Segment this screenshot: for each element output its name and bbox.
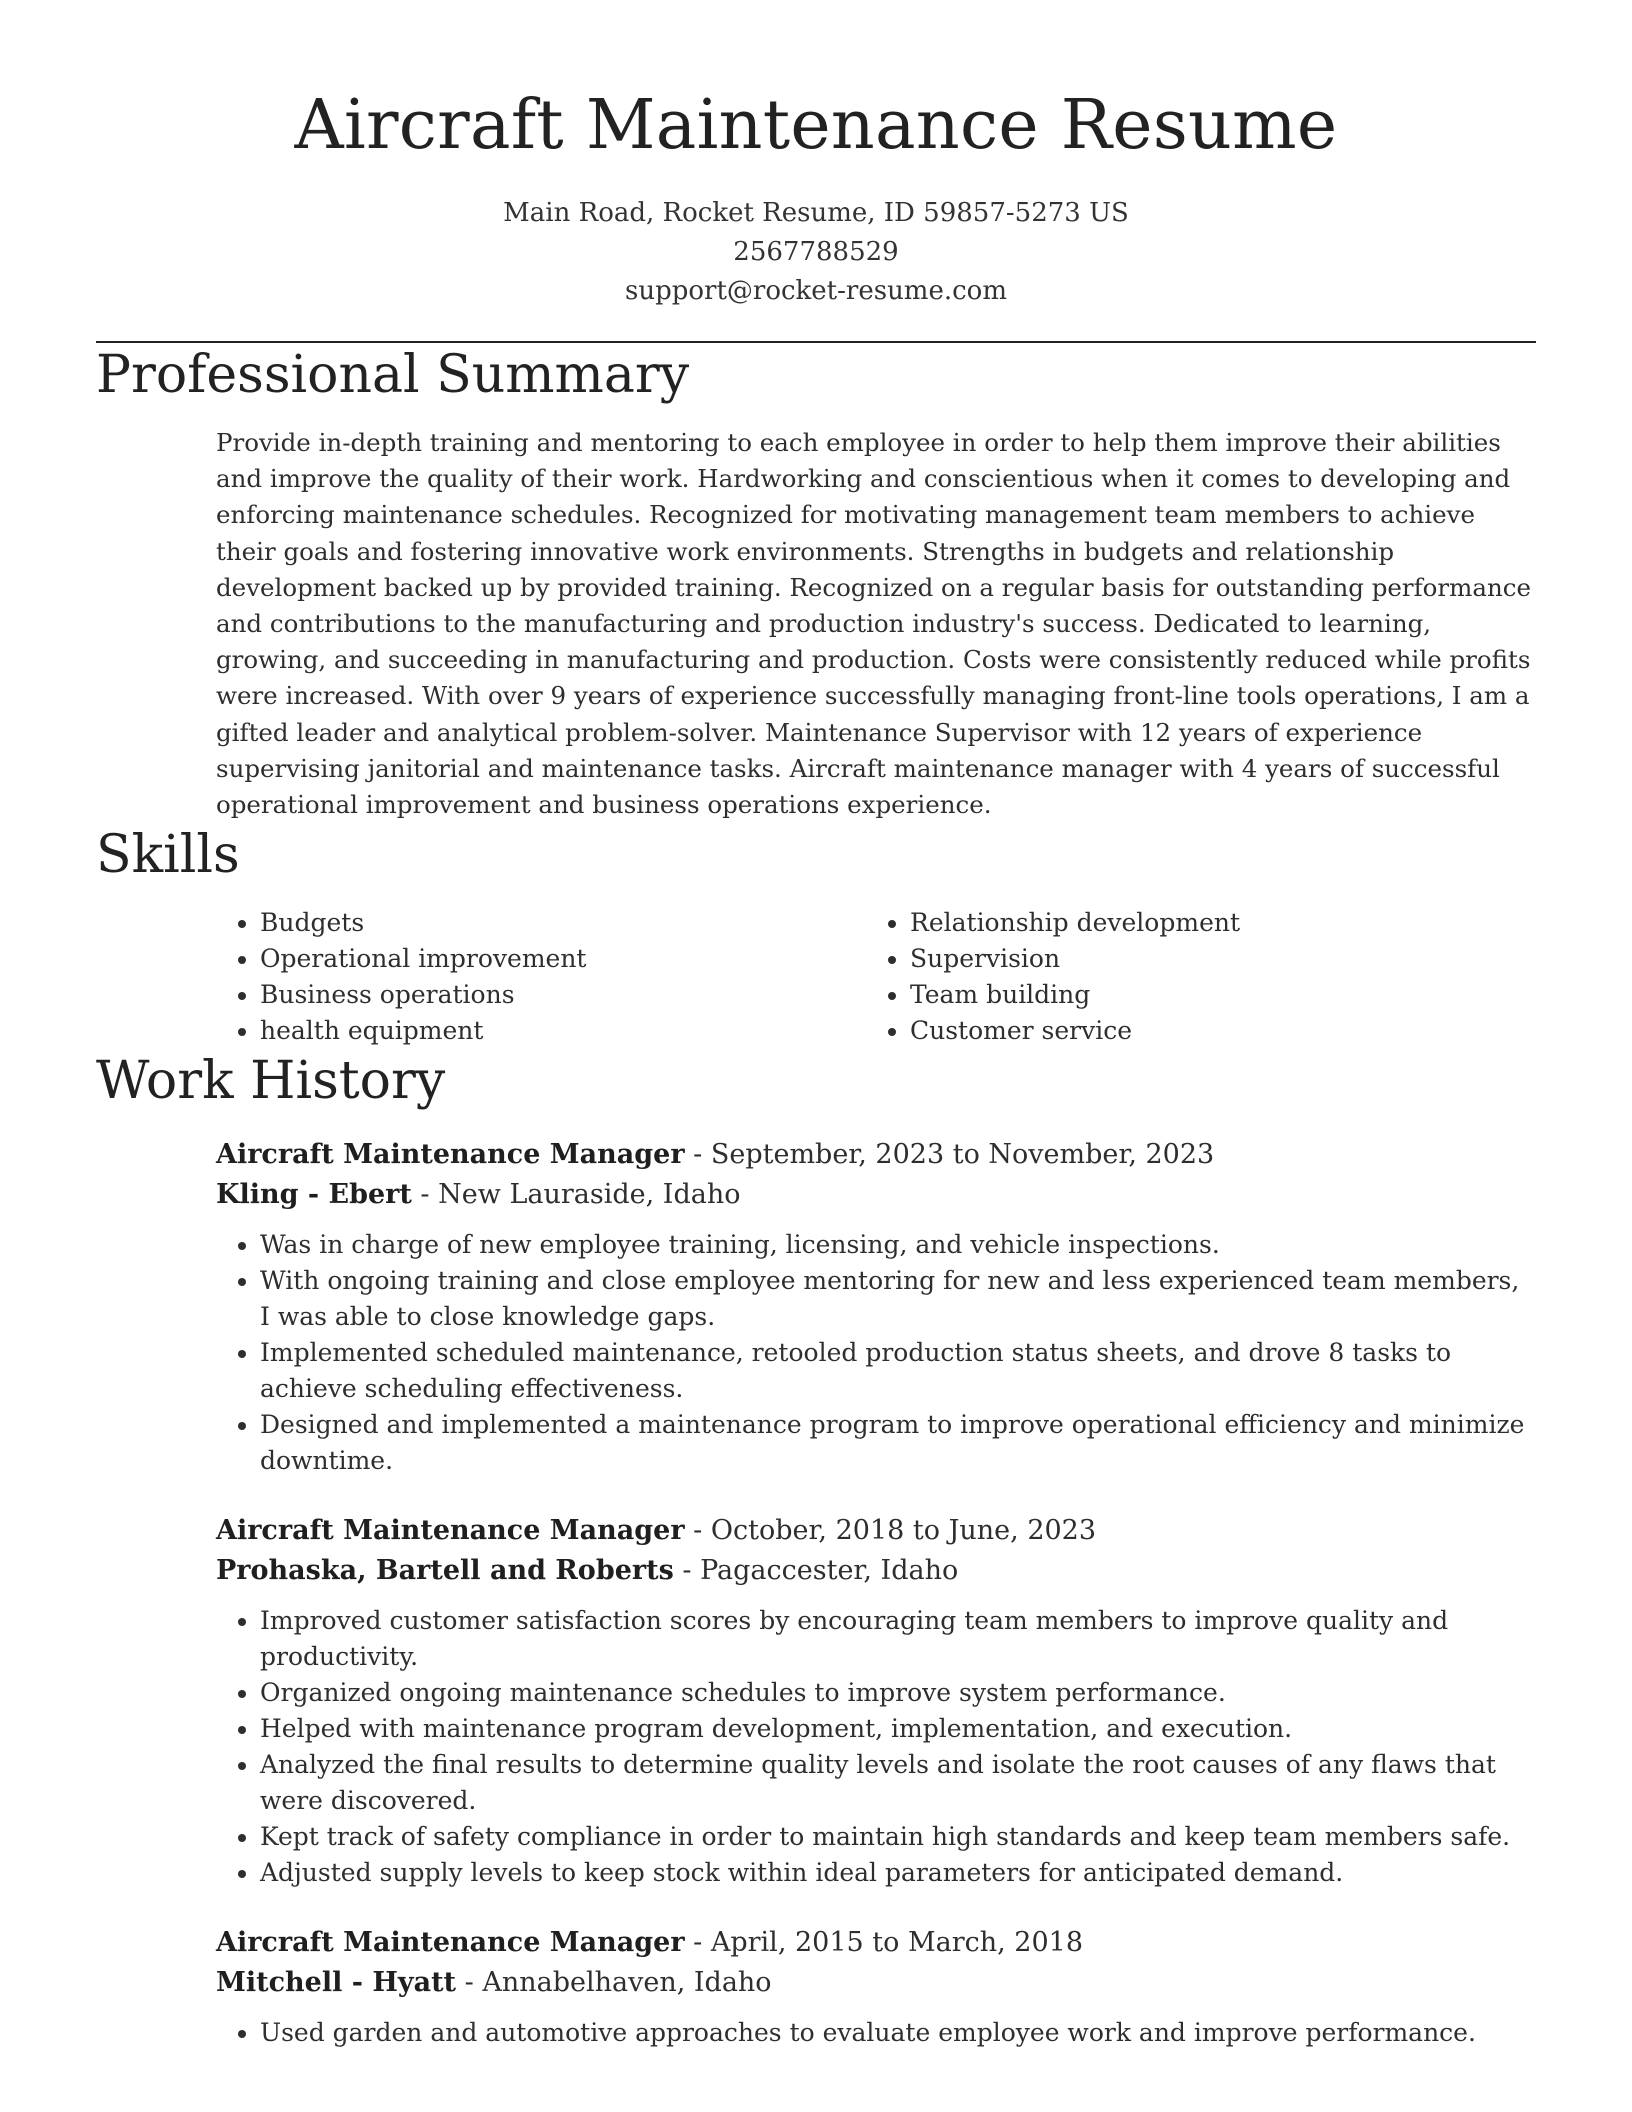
- job-company-line: [216, 1551, 1536, 1591]
- job-location: Annabelhaven, Idaho: [482, 1967, 772, 1999]
- skills-grid: [216, 905, 1536, 1049]
- job-bullet: • Analyzed the final results to determine quality levels and isolate the root causes of any flaws that were discovered.: [260, 1747, 1536, 1819]
- separator: -: [684, 1927, 711, 1959]
- job-bullets: [216, 1603, 1536, 1891]
- work-history-section: [96, 1049, 1536, 2051]
- job-company-line: [216, 1175, 1536, 1215]
- job-role: Aircraft Maintenance Manager: [216, 1515, 685, 1547]
- job-bullet: • Was in charge of new employee training, licensing, and vehicle inspections.: [260, 1227, 1536, 1263]
- skill-item: • health equipment: [260, 1013, 866, 1049]
- job-bullet: • Improved customer satisfaction scores by encouraging team members to improve quality and productivity.: [260, 1603, 1536, 1675]
- job-bullet: • Used garden and automotive approaches to evaluate employee work and improve performance.: [260, 2015, 1536, 2051]
- phone: 2567788529: [733, 237, 899, 267]
- job-location: Pagaccester, Idaho: [700, 1555, 959, 1587]
- job-company: Mitchell - Hyatt: [216, 1967, 457, 1999]
- job-entry: [216, 1923, 1536, 2051]
- job-company-line: [216, 1963, 1536, 2003]
- separator: -: [673, 1555, 701, 1587]
- job-dates: April, 2015 to March, 2018: [710, 1927, 1084, 1959]
- job-role: Aircraft Maintenance Manager: [216, 1927, 685, 1959]
- skills-heading: Skills: [96, 825, 240, 886]
- job-entry: [216, 1511, 1536, 1891]
- separator: -: [411, 1179, 439, 1211]
- skill-item: • Customer service: [910, 1013, 1516, 1049]
- job-bullets: [216, 1227, 1536, 1479]
- job-entry: [216, 1135, 1536, 1479]
- job-dates: October, 2018 to June, 2023: [710, 1515, 1097, 1547]
- job-bullet: • Implemented scheduled maintenance, retooled production status sheets, and drove 8 tasks to achieve scheduling effectiveness.: [260, 1335, 1536, 1407]
- job-bullet: • Organized ongoing maintenance schedules to improve system performance.: [260, 1675, 1536, 1711]
- email: support@rocket-resume.com: [624, 276, 1007, 306]
- separator: -: [684, 1515, 711, 1547]
- separator: -: [456, 1967, 483, 1999]
- resume-title: Aircraft Maintenance Resume: [294, 86, 1338, 165]
- skills-section: [96, 823, 1536, 1049]
- summary-heading: Professional Summary: [96, 345, 690, 405]
- job-bullet: • Helped with maintenance program development, implementation, and execution.: [260, 1711, 1536, 1747]
- skill-item: • Supervision: [910, 941, 1516, 977]
- job-title-line: [216, 1923, 1536, 1963]
- job-bullet: • Kept track of safety compliance in order to maintain high standards and keep team members safe.: [260, 1819, 1536, 1855]
- work-history-heading: Work History: [96, 1051, 446, 1112]
- skill-item: • Team building: [910, 977, 1516, 1013]
- job-dates: September, 2023 to November, 2023: [710, 1139, 1215, 1171]
- job-title-line: [216, 1511, 1536, 1551]
- separator: -: [684, 1139, 711, 1171]
- address: Main Road, Rocket Resume, ID 59857-5273 US: [503, 198, 1129, 228]
- job-bullet: • Designed and implemented a maintenance program to improve operational efficiency and minimize downtime.: [260, 1407, 1536, 1479]
- skills-column-left: [216, 905, 866, 1049]
- skill-item: • Budgets: [260, 905, 866, 941]
- job-bullets: [216, 2015, 1536, 2051]
- summary-section: [96, 343, 1536, 823]
- job-location: New Lauraside, Idaho: [438, 1179, 741, 1211]
- skills-column-right: [866, 905, 1516, 1049]
- job-company: Kling - Ebert: [216, 1179, 412, 1211]
- job-role: Aircraft Maintenance Manager: [216, 1139, 685, 1171]
- skill-item: • Business operations: [260, 977, 866, 1013]
- job-company: Prohaska, Bartell and Roberts: [216, 1555, 674, 1587]
- job-bullet: • Adjusted supply levels to keep stock within ideal parameters for anticipated demand.: [260, 1855, 1536, 1891]
- skill-item: • Operational improvement: [260, 941, 866, 977]
- resume-header: [96, 0, 1536, 311]
- job-bullet: • With ongoing training and close employee mentoring for new and less experienced team members, I was able to close knowledge gaps.: [260, 1263, 1536, 1335]
- summary-text: Provide in-depth training and mentoring to each employee in order to help them improve their abilities and improve the quality of their work. Hardworking and conscientious when it comes to developing and enforcing maintenance schedules. Recognized for motivating management team members to achieve their goals and fostering innovative work environments. Strengths in budgets and relationship development backed up by provided training. Recognized on a regular basis for outstanding performance and contributions to the manufacturing and production industry's success. Dedicated to learning, growing, and succeeding in manufacturing and production. Costs were consistently reduced while profits were increased. With over 9 years of experience successfully managing front-line tools operations, I am a gifted leader and analytical problem-solver. Maintenance Supervisor with 12 years of experience supervising janitorial and maintenance tasks. Aircraft maintenance manager with 4 years of successful operational improvement and business operations experience.: [216, 428, 1531, 820]
- job-title-line: [216, 1135, 1536, 1175]
- contact-block: [96, 194, 1536, 311]
- skill-item: • Relationship development: [910, 905, 1516, 941]
